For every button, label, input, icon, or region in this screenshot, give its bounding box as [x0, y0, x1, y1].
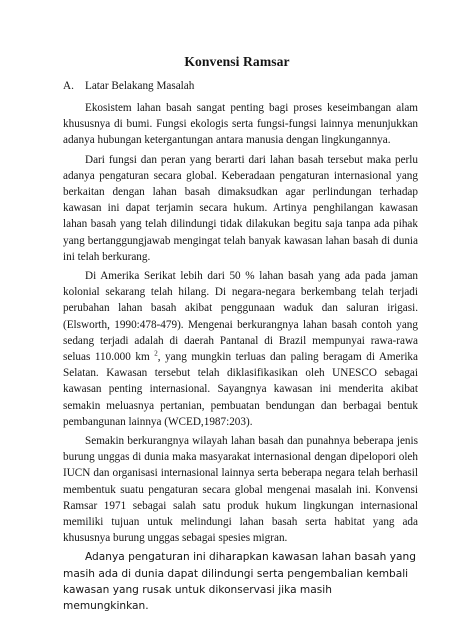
paragraph-3-text-a: Di Amerika Serikat lebih dari 50 % lahan basah yang ada pada jaman kolonial sekarang telah hilang. Di negara-negara berkembang telah terjadi perubahan lahan basah akibat penggunaan waduk dan saluran irigasi. (Elsworth, 1990:478-479). Mengenai berkurangnya lahan basah contoh yang sedang terjadi adalah di daerah Pantanal di Brazil mempunyai rawa-rawa seluas 110.000 km: [63, 270, 418, 364]
document-body: [63, 100, 418, 617]
paragraph-3: [63, 268, 418, 430]
paragraph-3-text-b: , yang mungkin terluas dan paling beragam di Amerika Selatan. Kawasan tersebut telah diklasifikasikan oleh UNESCO sebagai kawasan penting internasional. Sayangnya kawasan ini menderita akibat semakin meluasnya pertanian, pembuatan bendungan dan berbagai bentuk pembangunan lainnya (WCED,1987:203).: [63, 351, 418, 428]
paragraph-2: Dari fungsi dan peran yang berarti dari lahan basah tersebut maka perlu adanya pengaturan secara global. Keberadaan pengaturan internasional yang berkaitan dengan lahan basah dimaksudkan agar perlindungan terhadap kawasan ini dapat terjamin secara hukum. Artinya penghilangan kawasan lahan basah yang telah dilindungi tidak dilakukan begitu saja tanpa ada pihak yang bertanggungjawab mengingat telah banyak kawasan lahan basah di dunia ini telah berkurang.: [63, 153, 418, 263]
paragraph-5: Adanya pengaturan ini diharapkan kawasan lahan basah yang masih ada di dunia dapat dilindungi serta pengembalian kembali kawasan yang rusak untuk dikonservasi jika masih memungkinkan.: [63, 551, 416, 613]
section-heading: [63, 80, 194, 92]
paragraph-4: Semakin berkurangnya wilayah lahan basah dan punahnya beberapa jenis burung unggas di dunia maka masyarakat internasional dengan dipelopori oleh IUCN dan organisasi internasional lainnya serta beberapa negara telah berhasil membentuk suatu pengaturan secara global mengenai masalah ini. Konvensi Ramsar 1971 sebagai salah satu produk hukum lingkungan internasional memiliki tujuan untuk melindungi lahan basah serta habitat yang ada khususnya burung unggas sebagai spesies migran.: [63, 435, 418, 545]
document-title: Konvensi Ramsar: [184, 54, 290, 69]
section-number: A.: [63, 80, 74, 92]
paragraph-1: Ekosistem lahan basah sangat penting bagi proses keseimbangan alam khususnya di bumi. Fungsi ekologis serta fungsi-fungsi lainnya menunjukkan adanya hubungan ketergantungan antara manusia dengan lingkungannya.: [63, 102, 418, 147]
section-title: Latar Belakang Masalah: [85, 80, 195, 92]
superscript-2: 2: [154, 349, 158, 358]
